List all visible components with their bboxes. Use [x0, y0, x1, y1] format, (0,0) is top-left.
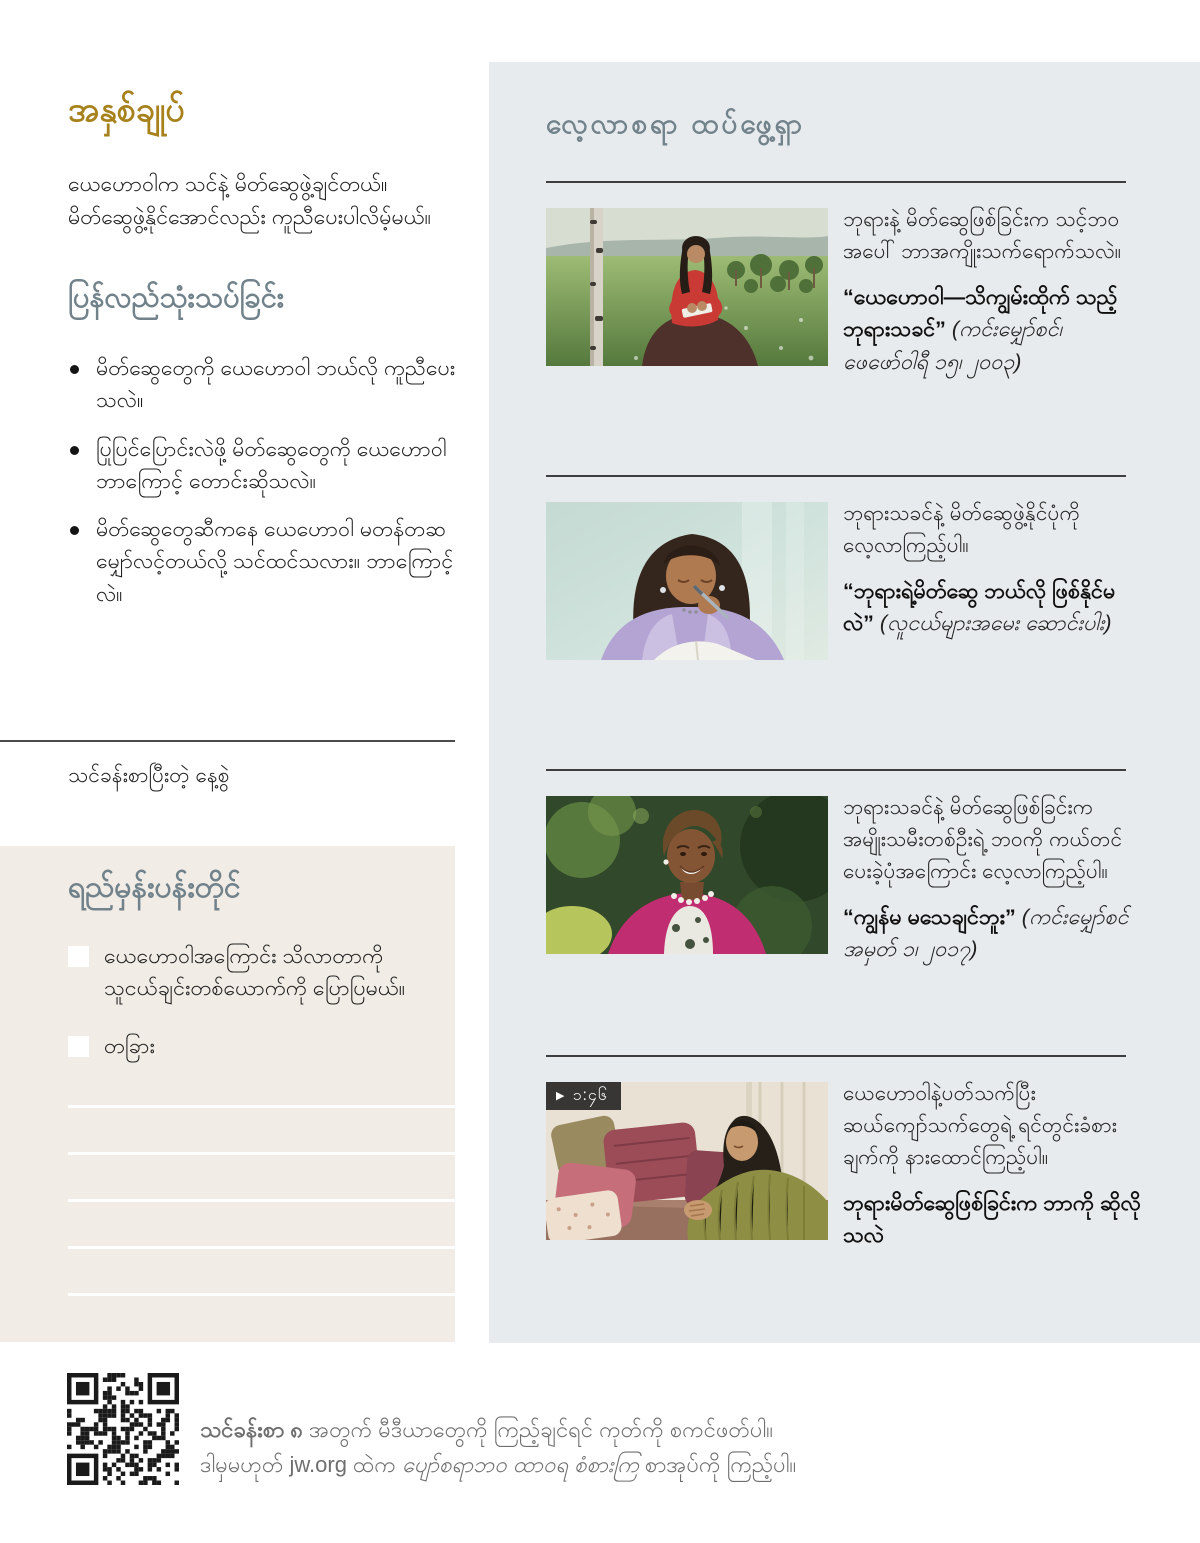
media-item-video	[546, 1055, 1146, 1349]
publication-source: (ကင်းမျှော်စင်၊ ဖေဖော်ဝါရီ ၁၅၊ ၂၀၀၃)	[843, 317, 1062, 375]
write-line[interactable]	[68, 1105, 455, 1108]
summary-title: အနှစ်ချုပ်	[68, 91, 185, 129]
item-divider	[546, 769, 1126, 771]
item-text	[843, 792, 1145, 966]
media-item	[546, 181, 1146, 475]
goal-checkbox[interactable]	[68, 1036, 89, 1057]
orchard-illustration	[546, 208, 828, 366]
publication-title-link[interactable]: “ကျွန်မ မသေချင်ဘူး”	[843, 904, 1016, 929]
item-description: ဘုရားသခင်နဲ့ မိတ်ဆွေဖြစ်ခြင်းက အမျိုးသမီးတစ်ဦးရဲ့ ဘဝကို ကယ်တင်ပေးခဲ့ပုံအကြောင်း လေ့လာကြည့်ပါ။	[843, 796, 1123, 883]
video-duration-badge[interactable]	[546, 1082, 621, 1110]
item-description: ဘုရားနဲ့ မိတ်ဆွေဖြစ်ခြင်းက သင့်ဘဝအပေါ် ဘာအကျိုးသက်ရောက်သလဲ။	[843, 208, 1122, 263]
write-line[interactable]	[68, 1152, 455, 1155]
photo-smiling-woman	[546, 796, 828, 954]
footer-line-2: ဒါမှမဟုတ် jw.org ထဲက ပျော်စရာဘဝ ထာဝရ စံစားကြ စာအုပ်ကို ကြည့်ပါ။	[200, 1452, 797, 1478]
media-item	[546, 769, 1146, 1063]
review-title: ပြန်လည်သုံးသပ်ခြင်း	[68, 282, 285, 314]
goal-option-label: တခြား	[104, 1034, 155, 1058]
reading-illustration	[546, 502, 828, 660]
section-divider	[0, 740, 455, 742]
goal-title: ရည်မှန်းပန်းတိုင်	[68, 871, 241, 904]
smiling-woman-illustration	[546, 796, 828, 954]
write-line[interactable]	[68, 1199, 455, 1202]
item-divider	[546, 181, 1126, 183]
goal-option-row	[68, 1030, 429, 1062]
item-reference	[843, 281, 1145, 379]
qr-code	[67, 1373, 179, 1485]
item-reference	[843, 901, 1145, 966]
publication-source: (ကင်းမျှော်စင် အမှတ် ၁၊ ၂၀၁၇)	[843, 904, 1129, 962]
item-text	[843, 498, 1145, 640]
publication-title-link[interactable]: “ယေဟောဝါ—သိကျွမ်းထိုက် သည့်ဘုရားသခင်”	[843, 284, 1118, 342]
photo-woman-in-orchard	[546, 208, 828, 366]
goal-box	[0, 846, 455, 1342]
review-bullet: မိတ်ဆွေတွေဆီကနေ ယေဟောဝါ မတန်တဆ မျှော်လင့်တယ်လို့ သင်ထင်သလား။ ဘာကြောင့်လဲ။	[68, 513, 460, 610]
video-thumbnail-girl-praying[interactable]	[546, 1082, 828, 1240]
footer-line-1: သင်ခန်းစာ ၈ အတွက် မီဒီယာတွေကို ကြည့်ချင်ရင် ကုတ်ကို စကင်ဖတ်ပါ။	[200, 1417, 773, 1442]
item-description: ဘုရားသခင်နဲ့ မိတ်ဆွေဖွဲ့နိုင်ပုံကို လေ့လာကြည့်ပါ။	[843, 502, 1081, 557]
lesson-date-label: သင်ခန်းစာပြီးတဲ့ နေ့စွဲ	[68, 764, 230, 787]
review-list	[68, 352, 460, 626]
item-reference	[843, 1187, 1145, 1252]
review-bullet: မိတ်ဆွေတွေကို ယေဟောဝါ ဘယ်လို ကူညီပေးသလဲ။	[68, 352, 460, 417]
item-divider	[546, 475, 1126, 477]
media-item	[546, 475, 1146, 769]
write-line[interactable]	[68, 1293, 455, 1296]
footer-text	[200, 1412, 1060, 1482]
find-out-more-panel	[489, 62, 1200, 1343]
photo-girl-reading	[546, 502, 828, 660]
publication-source: (လူငယ်များအမေး ဆောင်းပါး)	[879, 611, 1112, 636]
goal-option-row	[68, 940, 429, 1005]
review-bullet: ပြုပြင်ပြောင်းလဲဖို့ မိတ်ဆွေတွေကို ယေဟောဝါ ဘာကြောင့် တောင်းဆိုသလဲ။	[68, 433, 460, 498]
goal-checkbox[interactable]	[68, 946, 89, 967]
write-line[interactable]	[68, 1246, 455, 1249]
publication-title-link[interactable]: “ဘုရားရဲ့မိတ်ဆွေ ဘယ်လို ဖြစ်နိုင်မလဲ”	[843, 578, 1116, 636]
item-text	[843, 204, 1145, 379]
panel-title: လေ့လာစရာ ထပ်ဖွေ့ရှာ	[546, 108, 806, 139]
video-duration: ၁:၄၆	[572, 1087, 608, 1104]
item-reference	[843, 575, 1145, 640]
goal-option-label: ယေဟောဝါအကြောင်း သိလာတာကို သူငယ်ချင်းတစ်ယောက်ကို ပြောပြမယ်။	[104, 944, 406, 1001]
item-description: ယေဟောဝါနဲ့ပတ်သက်ပြီး ဆယ်ကျော်သက်တွေရဲ့ ရင်တွင်းခံစားချက်ကို နားထောင်ကြည့်ပါ။	[843, 1082, 1117, 1169]
qr-code-graphic	[67, 1373, 179, 1485]
play-icon: ▶	[556, 1089, 565, 1102]
summary-text: ယေဟောဝါက သင်နဲ့ မိတ်ဆွေဖွဲ့ချင်တယ်။ မိတ်ဆွေဖွဲ့နိုင်အောင်လည်း ကူညီပေးပါလိမ့်မယ်။	[68, 172, 432, 230]
item-divider	[546, 1055, 1126, 1057]
video-title-link[interactable]: ဘုရားမိတ်ဆွေဖြစ်ခြင်းက ဘာကို ဆိုလိုသလဲ	[843, 1190, 1141, 1248]
item-text	[843, 1078, 1145, 1252]
